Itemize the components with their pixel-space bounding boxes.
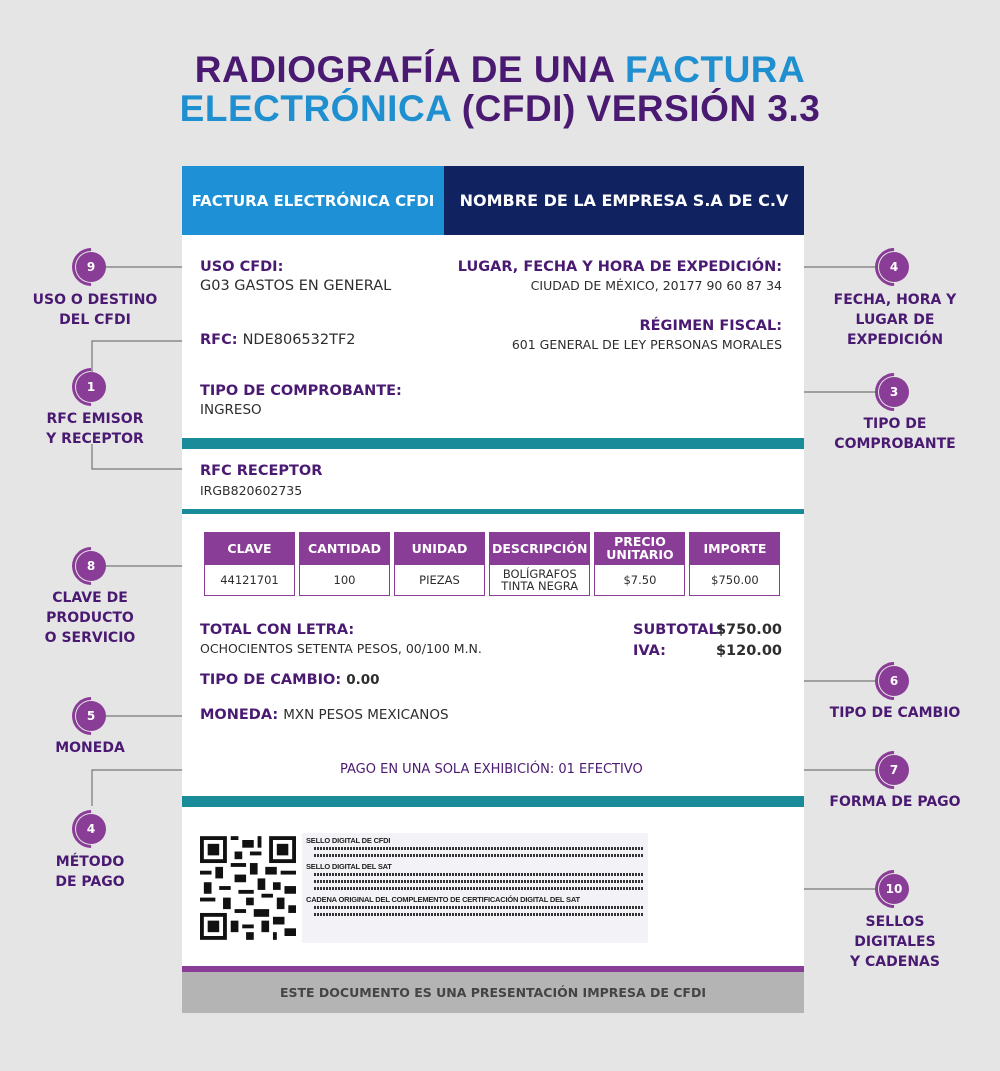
column-header: IMPORTE bbox=[689, 532, 780, 564]
connector-1-top bbox=[92, 341, 190, 372]
annotation-moneda: MONEDA bbox=[55, 740, 125, 756]
regimen-fiscal-value: 601 GENERAL DE LEY PERSONAS MORALES bbox=[511, 337, 782, 352]
badge-4: 4 bbox=[879, 252, 909, 282]
badge-7: 7 bbox=[879, 755, 909, 785]
divider-bar bbox=[182, 796, 804, 807]
badge-6: 6 bbox=[879, 666, 909, 696]
title-part: RADIOGRAFÍA DE UNA bbox=[194, 49, 625, 90]
table-cell: PIEZAS bbox=[394, 564, 485, 596]
rfc-receptor-label: RFC RECEPTOR bbox=[200, 463, 323, 479]
tipo-cambio-value: 0.00 bbox=[346, 672, 380, 688]
rfc-emisor bbox=[200, 332, 356, 348]
sello-cfdi-label: SELLO DIGITAL DE CFDI bbox=[306, 836, 391, 845]
badge-3: 3 bbox=[879, 377, 909, 407]
seal-string bbox=[314, 854, 644, 857]
total-letra-value: OCHOCIENTOS SETENTA PESOS, 00/100 M.N. bbox=[200, 641, 482, 656]
invoice-document bbox=[182, 166, 804, 1013]
header-company-name: NOMBRE DE LA EMPRESA S.A DE C.V bbox=[444, 166, 804, 235]
seal-string bbox=[314, 880, 644, 883]
column-header: PRECIO UNITARIO bbox=[594, 532, 685, 564]
table-cell: 44121701 bbox=[204, 564, 295, 596]
column-header: DESCRIPCIÓN bbox=[489, 532, 590, 564]
moneda-label: MONEDA: bbox=[200, 707, 279, 723]
tipo-cambio-label: TIPO DE CAMBIO: bbox=[200, 672, 342, 688]
annotation-rfc: RFC EMISOR Y RECEPTOR bbox=[46, 411, 144, 447]
annotation-sellos: SELLOS DIGITALES Y CADENAS bbox=[850, 914, 940, 970]
table-cell: $7.50 bbox=[594, 564, 685, 596]
sello-sat-label: SELLO DIGITAL DEL SAT bbox=[306, 862, 392, 871]
total-letra-label: TOTAL CON LETRA: bbox=[200, 622, 355, 638]
lugar-fecha-label: LUGAR, FECHA Y HORA DE EXPEDICIÓN: bbox=[457, 259, 782, 275]
annotation-clave: CLAVE DE PRODUCTO O SERVICIO bbox=[44, 590, 136, 646]
pago-label: PAGO EN UNA SOLA EXHIBICIÓN: bbox=[340, 762, 555, 777]
badge-5: 5 bbox=[76, 701, 106, 731]
title-highlight: ELECTRÓNICA bbox=[179, 88, 452, 129]
subtotal-value: $750.00 bbox=[715, 622, 782, 638]
digital-seals bbox=[302, 833, 648, 943]
annotation-metodo-pago: MÉTODO DE PAGO bbox=[55, 854, 125, 890]
annotation-forma-pago: FORMA DE PAGO bbox=[829, 794, 961, 810]
annotation-fecha-lugar: FECHA, HORA Y LUGAR DE EXPEDICIÓN bbox=[833, 292, 957, 348]
seal-string bbox=[314, 906, 644, 909]
badge-9: 9 bbox=[76, 252, 106, 282]
annotation-uso-destino: USO O DESTINO DEL CFDI bbox=[32, 292, 158, 328]
tipo-comprobante-label: TIPO DE COMPROBANTE: bbox=[200, 383, 402, 399]
table-row bbox=[204, 564, 780, 596]
table-header-row bbox=[204, 532, 780, 564]
footer-note: ESTE DOCUMENTO ES UNA PRESENTACIÓN IMPRESA DE CFDI bbox=[182, 972, 804, 1013]
rfc-label: RFC: bbox=[200, 332, 238, 348]
badge-8: 8 bbox=[76, 551, 106, 581]
tipo-comprobante-value: INGRESO bbox=[200, 402, 262, 418]
table-cell: $750.00 bbox=[689, 564, 780, 596]
forma-pago bbox=[340, 762, 643, 777]
seal-string bbox=[314, 873, 644, 876]
regimen-fiscal-label: RÉGIMEN FISCAL: bbox=[639, 318, 782, 334]
iva-label: IVA: bbox=[633, 643, 666, 659]
seal-string bbox=[314, 887, 644, 890]
column-header: CANTIDAD bbox=[299, 532, 390, 564]
qr-code-icon bbox=[200, 836, 296, 940]
concepts-table bbox=[200, 532, 784, 596]
divider-bar bbox=[182, 509, 804, 514]
seal-string bbox=[314, 847, 644, 850]
header-invoice-type: FACTURA ELECTRÓNICA CFDI bbox=[182, 166, 444, 235]
rfc-receptor-value: IRGB820602735 bbox=[200, 483, 303, 498]
badge-4-metodo: 4 bbox=[76, 814, 106, 844]
column-header: UNIDAD bbox=[394, 532, 485, 564]
badge-10: 10 bbox=[879, 874, 909, 904]
title-highlight: FACTURA bbox=[624, 49, 806, 90]
table-cell: 100 bbox=[299, 564, 390, 596]
annotation-tipo-cambio: TIPO DE CAMBIO bbox=[829, 705, 961, 721]
iva-value: $120.00 bbox=[715, 643, 782, 659]
table-cell: BOLÍGRAFOS TINTA NEGRA bbox=[489, 564, 590, 596]
badge-1: 1 bbox=[76, 372, 106, 402]
uso-cfdi-label: USO CFDI: bbox=[200, 259, 284, 275]
subtotal-label: SUBTOTAL: bbox=[633, 622, 724, 638]
moneda-value: MXN PESOS MEXICANOS bbox=[283, 707, 449, 723]
annotation-tipo-comprobante: TIPO DE COMPROBANTE bbox=[834, 416, 956, 452]
moneda bbox=[200, 707, 449, 723]
pago-value: 01 EFECTIVO bbox=[558, 762, 643, 777]
uso-cfdi-value: G03 GASTOS EN GENERAL bbox=[200, 278, 392, 294]
divider-bar bbox=[182, 438, 804, 449]
title-part: (CFDI) VERSIÓN 3.3 bbox=[451, 88, 821, 129]
tipo-cambio bbox=[200, 672, 380, 688]
cadena-original-label: CADENA ORIGINAL DEL COMPLEMENTO DE CERTIFICACIÓN DIGITAL DEL SAT bbox=[306, 895, 580, 904]
seal-string bbox=[314, 913, 644, 916]
column-header: CLAVE bbox=[204, 532, 295, 564]
lugar-fecha-value: CIUDAD DE MÉXICO, 20177 90 60 87 34 bbox=[530, 278, 782, 293]
rfc-value: NDE806532TF2 bbox=[242, 332, 356, 348]
